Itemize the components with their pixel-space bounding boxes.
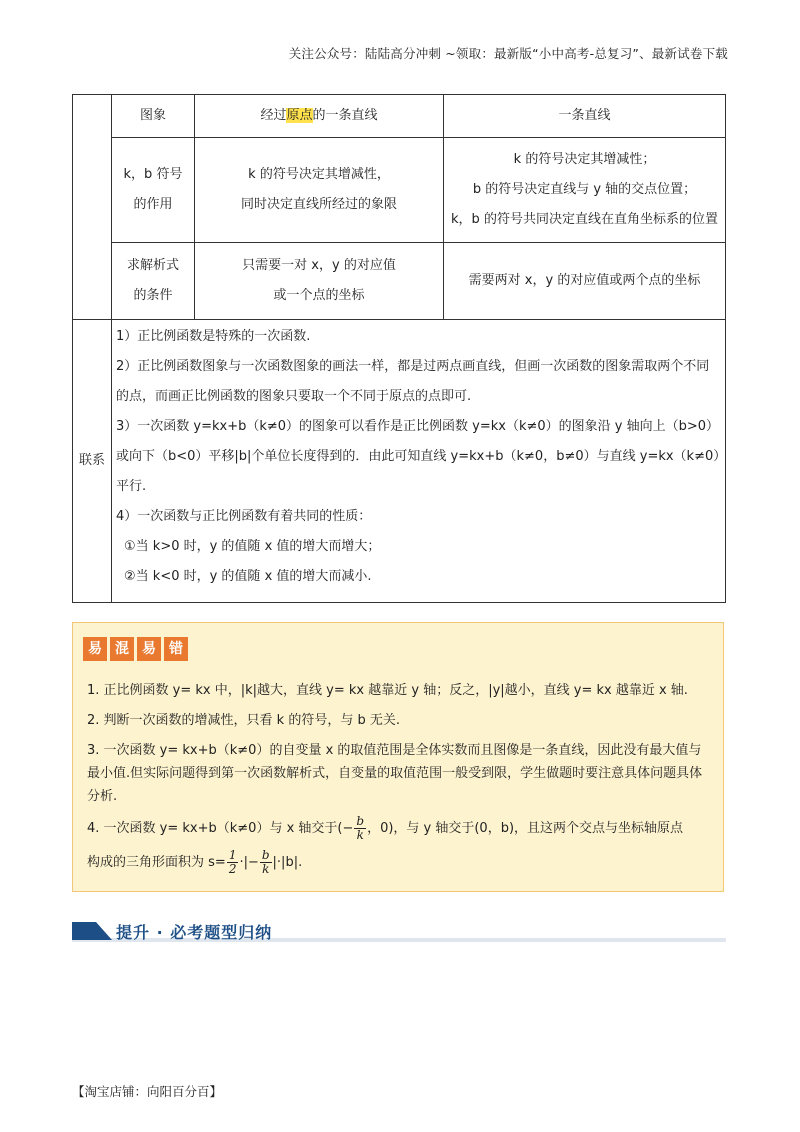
cell-line: k 的符号决定其增减性，	[248, 167, 390, 182]
fraction-b-over-k	[260, 849, 272, 876]
table-row	[73, 243, 726, 320]
mistakes-text	[87, 679, 713, 883]
cell-line: b 的符号决定直线与 y 轴的交点位置；	[472, 182, 697, 197]
linear-graph-cell: 一条直线	[444, 95, 726, 138]
badge-char: 错	[164, 637, 188, 661]
relation-point-1: 1）正比例函数是特殊的一次函数.	[116, 329, 311, 344]
section-heading	[72, 920, 726, 942]
numerator: b	[356, 814, 365, 828]
table-row	[73, 320, 726, 603]
text: ，0)，与 y 轴交于(0，b)，且这两个交点与坐标轴原点	[367, 821, 684, 836]
relation-content	[112, 320, 726, 603]
cell-line: 只需要一对 x，y 的对应值	[242, 258, 396, 273]
label-line: 求解析式	[126, 258, 179, 273]
relation-label: 联系	[73, 320, 112, 603]
mistake-item-1: 1. 正比例函数 y= kx 中，|k|越大，直线 y= kx 越靠近 y 轴；反之，|y|越小，直线 y= kx 越靠近 x 轴.	[87, 683, 688, 698]
mistake-item-4	[87, 815, 713, 842]
proportional-conditions-cell	[195, 243, 444, 320]
label-line: 的条件	[133, 288, 173, 303]
row-label-sign-effect	[112, 138, 195, 243]
denominator: 2	[228, 862, 237, 876]
relation-point-3: 3）一次函数 y=kx+b（k≠0）的图象可以看作是正比例函数 y=kx（k≠0）的图象沿 y 轴向上（b>0）或向下（b<0）平移|b|个单位长度得到的．由此可知直线 y=kx+b（k≠0，b≠0）与直线 y=kx（k≠0）平行.	[116, 419, 720, 494]
text: 4. 一次函数 y= kx+b（k≠0）与 x 轴交于(−	[87, 821, 354, 836]
denominator: k	[262, 862, 270, 876]
label-line: k，b 符号	[123, 167, 183, 182]
proportional-sign-cell	[195, 138, 444, 243]
comparison-table	[72, 94, 726, 603]
page-header: 关注公众号：陆陆高分冲刺 ~领取：最新版“小中高考-总复习”、最新试卷下载	[288, 46, 728, 61]
cell-line: 同时决定直线所经过的象限	[240, 197, 397, 212]
fraction-one-half	[227, 849, 239, 876]
mistake-item-5	[87, 849, 713, 876]
text: 的一条直线	[312, 108, 378, 123]
mistakes-badge	[83, 637, 188, 661]
highlight-origin: 原点	[286, 108, 313, 123]
text: 构成的三角形面积为 s=	[87, 855, 226, 870]
cell-line: k，b 的符号共同决定直线在直角坐标系的位置	[451, 212, 718, 227]
page-footer: 【淘宝店铺：向阳百分百】	[72, 1084, 223, 1099]
numerator: 1	[228, 848, 237, 862]
badge-char: 易	[137, 637, 161, 661]
relation-point-2: 2）正比例函数图象与一次函数图象的画法一样，都是过两点画直线，但画一次函数的图象需取两个不同的点，而画正比例函数的图象只要取一个不同于原点的点即可.	[116, 359, 710, 404]
numerator: b	[261, 848, 270, 862]
left-blank-cell	[73, 95, 112, 320]
cell-line: k 的符号决定其增减性；	[513, 152, 656, 167]
text: ·|−	[239, 855, 259, 870]
common-mistakes-box	[72, 622, 724, 892]
proportional-graph-cell	[195, 95, 444, 138]
label-line: 的作用	[133, 197, 173, 212]
text: |·|b|.	[272, 855, 303, 870]
denominator: k	[356, 828, 364, 842]
row-label-conditions	[112, 243, 195, 320]
cell-line: 或一个点的坐标	[273, 288, 365, 303]
table-row	[73, 95, 726, 138]
row-label-graph: 图象	[112, 95, 195, 138]
table-row	[73, 138, 726, 243]
mistake-item-3: 3. 一次函数 y= kx+b（k≠0）的自变量 x 的取值范围是全体实数而且图像是一条直线，因此没有最大值与最小值.但实际问题得到第一次函数解析式，自变量的取值范围一般受到限，学生做题时要注意具体问题具体分析.	[87, 743, 703, 804]
relation-point-4: 4）一次函数与正比例函数有着共同的性质：	[116, 509, 372, 524]
linear-sign-cell	[444, 138, 726, 243]
badge-char: 易	[83, 637, 107, 661]
linear-conditions-cell: 需要两对 x，y 的对应值或两个点的坐标	[444, 243, 726, 320]
section-marker	[72, 922, 112, 940]
relation-point-6: ②当 k<0 时，y 的值随 x 值的增大而减小.	[124, 569, 372, 584]
fraction-b-over-k	[354, 815, 366, 842]
badge-char: 混	[110, 637, 134, 661]
relation-point-5: ①当 k>0 时，y 的值随 x 值的增大而增大；	[124, 539, 381, 554]
section-title: 提升 · 必考题型归纳	[116, 923, 273, 942]
text: 经过	[260, 108, 287, 123]
mistake-item-2: 2. 判断一次函数的增减性，只看 k 的符号，与 b 无关.	[87, 713, 400, 728]
